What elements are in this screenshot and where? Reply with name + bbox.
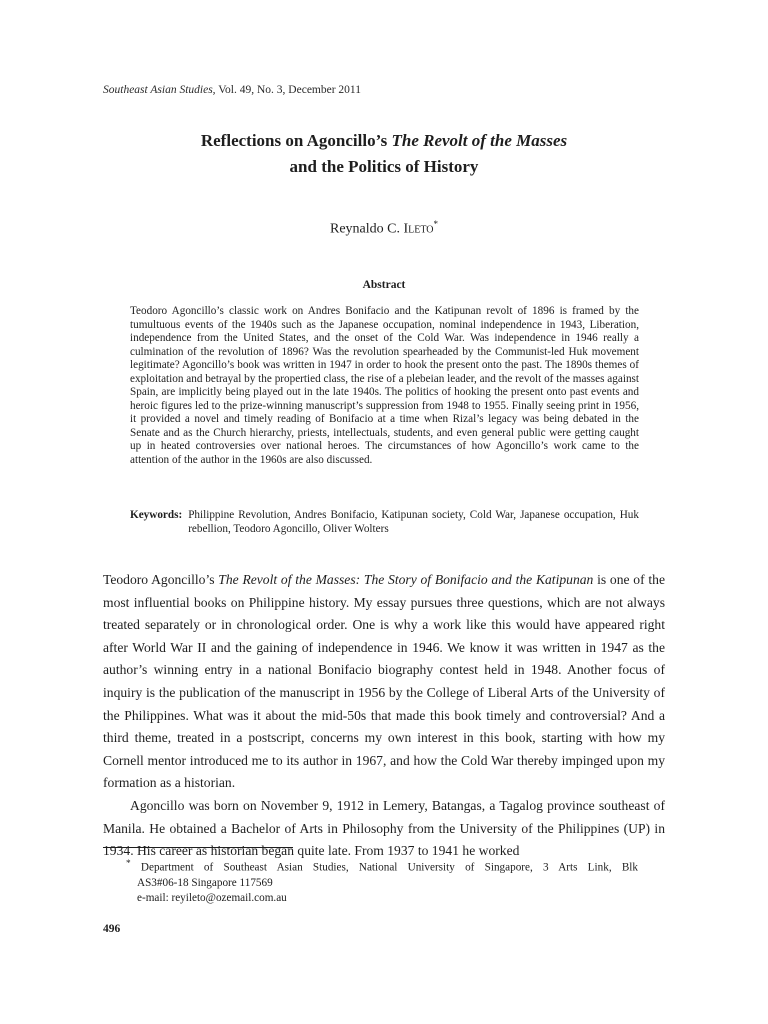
main-body bbox=[103, 569, 665, 863]
author-footnote-marker: * bbox=[433, 219, 439, 229]
journal-name: Southeast Asian Studies, bbox=[103, 84, 216, 96]
abstract-text: Teodoro Agoncillo’s classic work on Andres Bonifacio and the Katipunan revolt of 1896 is framed by the tumultuous events of the 1940s such as the Japanese occupation, nominal independence in 1943, Liberation, independence from the United States, and the onset of the Cold War. Was independence in 1946 really a culmination of the revolution of 1896? Was the revolution spearheaded by the Communist-led Huk movement legitimate? Agoncillo’s book was written in 1947 in order to hook the present onto the past. The 1890s themes of exploitation and betrayal by the propertied class, the rise of a plebeian leader, and the revolt of the masses against Spain, are implicitly being played out in the late 1940s. The politics of hooking the present onto past events and heroic figures led to the prize-winning manuscript’s suppression from 1948 to 1955. Finally seeing print in 1956, it provided a novel and timely reading of Bonifacio at a time when Rizal’s legacy was being debated in the Senate and as the Church hierarchy, priests, intellectuals, students, and even general public were getting caught up in heated controversies over national heroes. The circumstances of how Agoncillo’s work came to the attention of the author in the 1960s are also discussed. bbox=[130, 305, 639, 466]
body-paragraph-1 bbox=[103, 569, 665, 795]
author-name bbox=[0, 219, 768, 238]
p1-book-title: The Revolt of the Masses: The Story of Bonifacio and the Katipunan bbox=[218, 572, 594, 587]
title-line-1 bbox=[0, 128, 768, 154]
footnote-line-1 bbox=[126, 857, 638, 876]
body-paragraph-2: Agoncillo was born on November 9, 1912 in Lemery, Batangas, a Tagalog province southeast of Manila. He obtained a Bachelor of Arts in Philosophy from the University of the Philippines (UP) in 1934. His career as historian began quite late. From 1937 to 1941 he worked bbox=[103, 797, 665, 859]
footnote-affiliation: Department of Southeast Asian Studies, National University of Singapore, 3 Arts Link, Blk bbox=[130, 861, 638, 874]
journal-citation bbox=[103, 84, 361, 96]
author-surname: Ileto bbox=[403, 221, 434, 237]
journal-issue: Vol. 49, No. 3, December 2011 bbox=[215, 84, 361, 96]
keywords-label: Keywords: bbox=[130, 509, 183, 521]
title-prefix: Reflections on Agoncillo’s bbox=[200, 131, 392, 150]
page-number: 496 bbox=[103, 923, 121, 935]
p1-start: Teodoro Agoncillo’s bbox=[103, 572, 219, 587]
article-title bbox=[0, 128, 768, 180]
title-book-name: The Revolt of the Masses bbox=[391, 131, 568, 150]
footnote-divider bbox=[103, 847, 293, 848]
footnote-email: e-mail: reyileto@ozemail.com.au bbox=[137, 891, 287, 904]
keywords-block bbox=[130, 508, 639, 536]
p1-rest: is one of the most influential books on Philippine history. My essay pursues three questions, which are not always treated separately or in chronological order. One is why a work like this would have appeared right after World War II and the gaining of independence in 1946. We know it was written in 1947 as the author’s winning entry in a national Bonifacio biography contest held in 1948. Another focus of inquiry is the publication of the manuscript in 1956 by the College of Liberal Arts of the University of the Philippines. What was it about the mid-50s that made this book timely and controversial? And a third theme, treated in a postscript, concerns my own interest in this book, starting with how my Cornell mentor introduced me to its author in 1967, and how the Cold War thereby impinged upon my formation as a historian. bbox=[103, 572, 665, 791]
footnote bbox=[126, 857, 638, 906]
title-line-2: and the Politics of History bbox=[289, 157, 479, 176]
keywords-text: Philippine Revolution, Andres Bonifacio, Katipunan society, Cold War, Japanese occupation, Huk rebellion, Teodoro Agoncillo, Oliver Wolters bbox=[188, 509, 639, 535]
footnote-marker: * bbox=[126, 859, 131, 869]
abstract-heading: Abstract bbox=[362, 279, 406, 291]
author-given-name: Reynaldo C. bbox=[329, 221, 404, 237]
footnote-line-2: AS3#06-18 Singapore 117569 bbox=[137, 876, 273, 889]
